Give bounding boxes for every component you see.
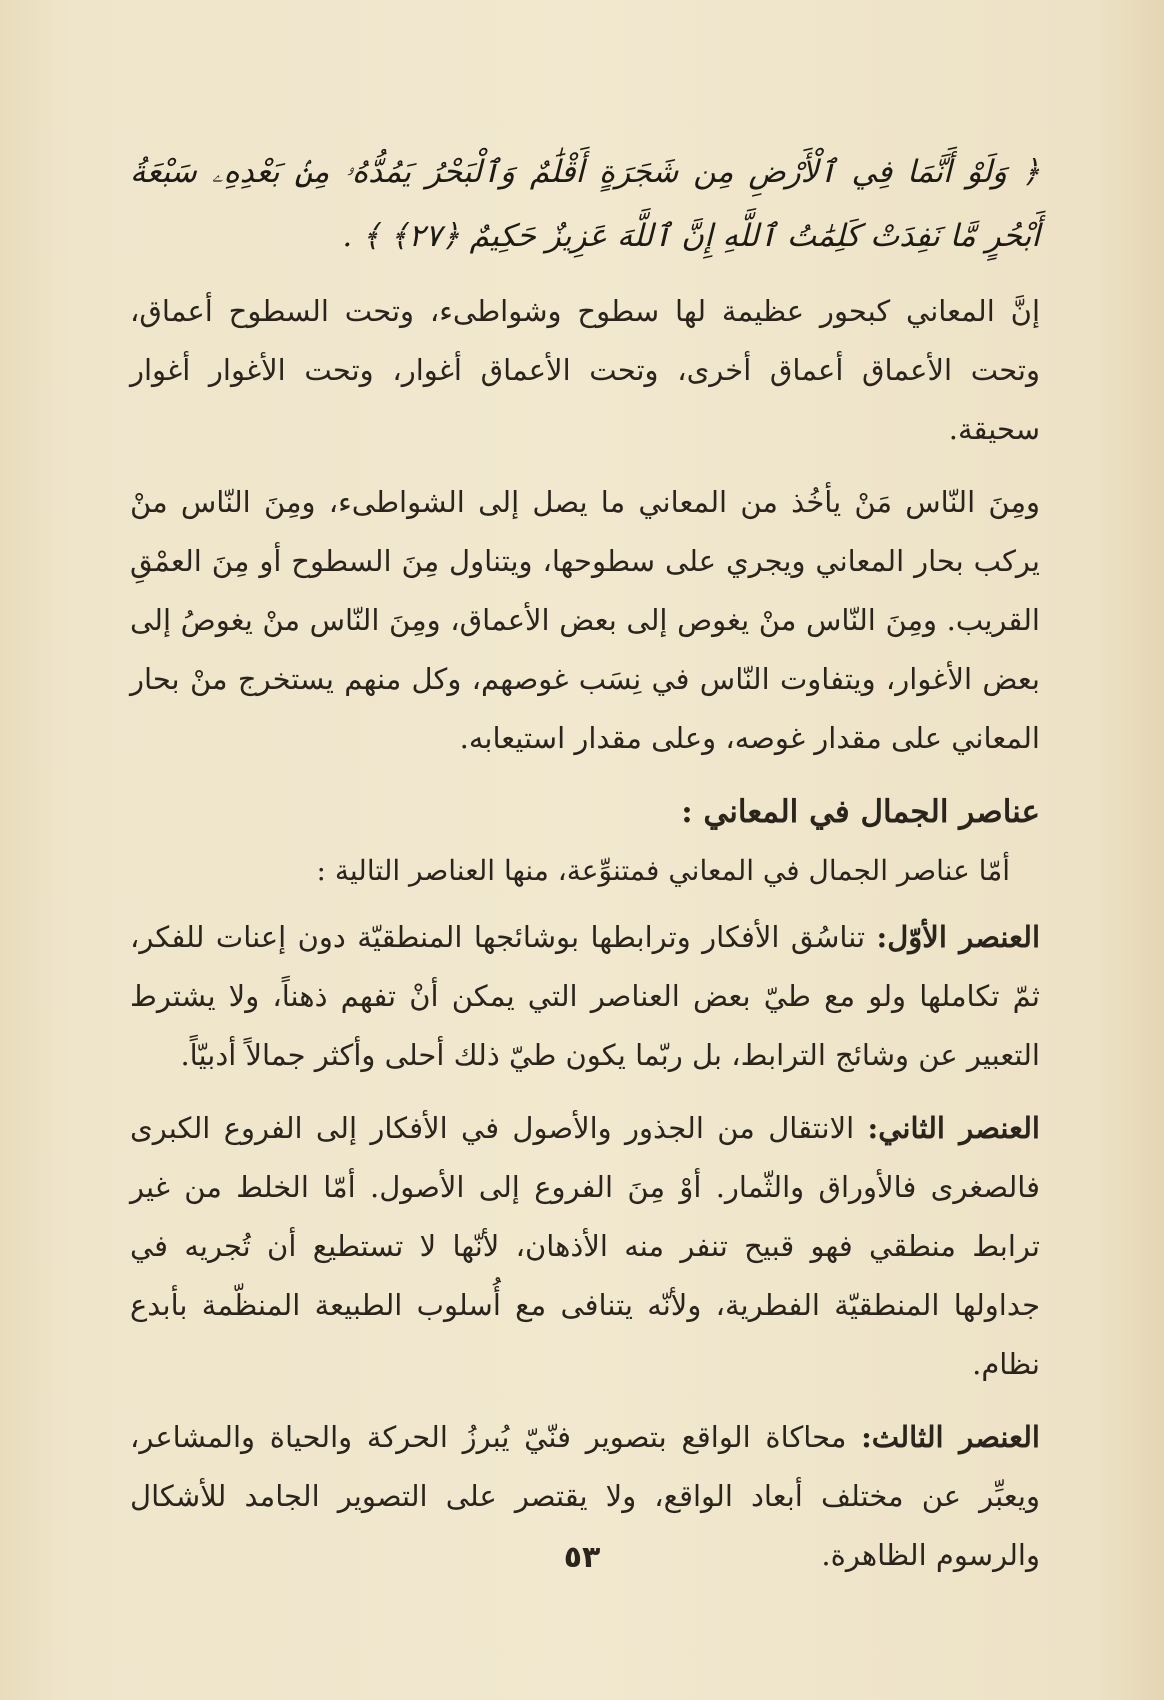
element-text: محاكاة الواقع بتصوير فنّيّ يُبرزُ الحركة والحياة والمشاعر، ويعبِّر عن مختلف أبعاد الواقع، ولا يقتصر على التصوير الجامد للأشكال والرسوم الظاهرة.	[130, 1420, 1040, 1572]
element-text: الانتقال من الجذور والأصول في الأفكار إلى الفروع الكبرى فالصغرى فالأوراق والثّمار. أوْ مِنَ الفروع إلى الأصول. أمّا الخلط من غير ترابط منطقي فهو قبيح تنفر منه الأذهان، لأنّها لا تستطيع أن تُجريه في جداولها المنطقيّة الفطرية، ولأنّه يتنافى مع أُسلوب الطبيعة المنظّمة بأبدع نظام.	[130, 1111, 1040, 1381]
section-heading: عناصر الجمال في المعاني :	[681, 794, 1040, 830]
element-text: تناسُق الأفكار وترابطها بوشائجها المنطقيّة دون إعنات للفكر، ثمّ تكاملها ولو مع طيّ بعض العناصر التي يمكن أنْ تفهم ذهناً، ولا يشترط التعبير عن وشائج الترابط، بل ربّما يكون طيّ ذلك أحلى وأكثر جمالاً أدبيّاً.	[130, 920, 1040, 1072]
element-second	[130, 1099, 1040, 1394]
paragraph-people-diving: ومِنَ النّاس مَنْ يأخُذ من المعاني ما يصل إلى الشواطىء، ومِنَ النّاس منْ يركب بحار المعاني ويجري على سطوحها، ويتناول مِنَ السطوح أو مِنَ العمْقِ القريب. ومِنَ النّاس منْ يغوص إلى بعض الأعماق، ومِنَ النّاس منْ يغوصُ إلى بعض الأغوار، ويتفاوت النّاس في نِسَب غوصهم، وكل منهم يستخرج منْ بحار المعاني على مقدار غوصه، وعلى مقدار استيعابه.	[130, 485, 1040, 755]
element-first	[130, 908, 1040, 1085]
page-body	[130, 140, 1040, 1599]
paragraph-meanings-seas: إنَّ المعاني كبحور عظيمة لها سطوح وشواطىء، وتحت السطوح أعماق، وتحت الأعماق أعماق أخرى، وتحت الأعماق أغوار، وتحت الأغوار أغوار سحيقة.	[130, 294, 1040, 446]
section-intro: أمّا عناصر الجمال في المعاني فمتنوِّعة، منها العناصر التالية :	[316, 854, 1010, 887]
quran-verse: ﴿ وَلَوْ أَنَّمَا فِي ٱلْأَرْضِ مِن شَجَرَةٍ أَقْلَٰمٌ وَٱلْبَحْرُ يَمُدُّهُۥ مِنۢ بَعْدِهِۦ سَبْعَةُ أَبْحُرٍ مَّا نَفِدَتْ كَلِمَٰتُ ٱللَّهِ إِنَّ ٱللَّهَ عَزِيزٌ حَكِيمٌ ﴿٢٧﴾ ﴾ .	[130, 154, 1040, 254]
element-label: العنصر الأوّل:	[876, 920, 1040, 954]
page-number: ٥٣	[563, 1540, 601, 1575]
element-label: العنصر الثاني:	[867, 1111, 1040, 1145]
element-label: العنصر الثالث:	[861, 1420, 1040, 1454]
